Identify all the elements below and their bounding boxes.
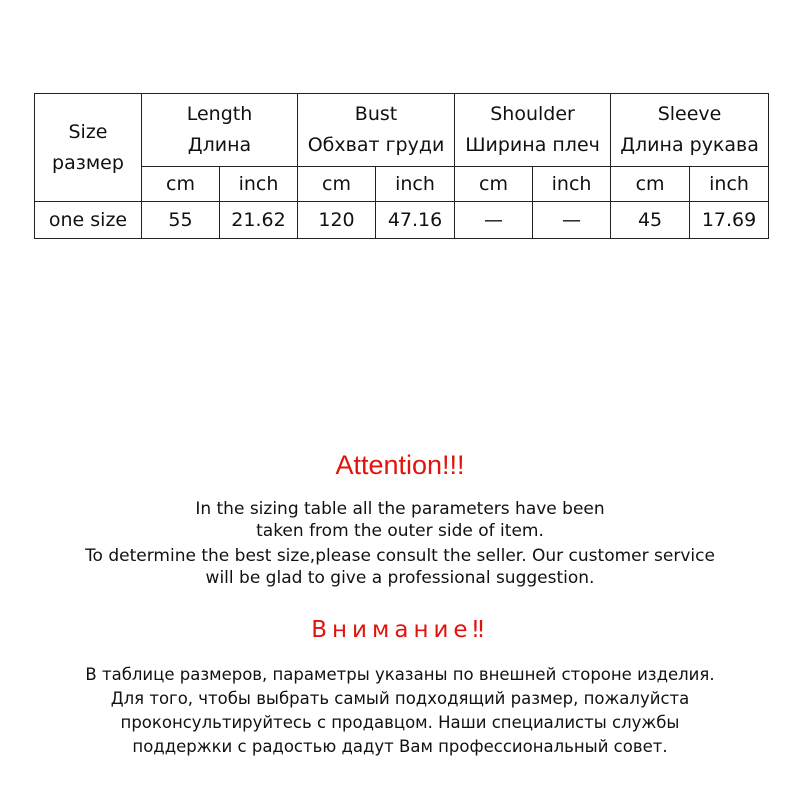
bust-header-ru: Обхват груди	[307, 134, 445, 156]
size-header-en: Size	[68, 120, 108, 143]
length-header-cell	[142, 94, 298, 167]
length-inch-cell: 21.62	[220, 202, 298, 239]
shoulder-cm-cell: —	[455, 202, 533, 239]
bust-header-cell	[298, 94, 455, 167]
notice-en-line: taken from the outer side of item.	[256, 521, 544, 541]
attention-heading-ru: Внимание‼	[311, 617, 489, 643]
length-header-en: Length	[186, 103, 253, 125]
size-value-cell: one size	[35, 202, 142, 239]
size-header-cell	[35, 94, 142, 202]
unit-cell: cm	[298, 167, 376, 202]
attention-heading-en: Attention!!!	[335, 450, 465, 480]
table-row	[35, 202, 769, 239]
notice-ru-paragraph	[0, 663, 800, 759]
notice-en-line: To determine the best size,please consult the seller. Our customer service	[85, 546, 715, 566]
sleeve-header-en: Sleeve	[657, 103, 722, 125]
unit-cell: cm	[611, 167, 690, 202]
length-header-ru: Длина	[187, 134, 252, 156]
shoulder-header-cell	[455, 94, 611, 167]
notice-ru-line: Для того, чтобы выбрать самый подходящий размер, пожалуйста	[110, 689, 690, 708]
unit-cell: cm	[142, 167, 220, 202]
notice-ru-line: проконсультируйтесь с продавцом. Наши специалисты службы	[120, 713, 680, 732]
notice-en-line: In the sizing table all the parameters have been	[195, 499, 605, 519]
sleeve-cm-cell: 45	[611, 202, 690, 239]
length-cm-cell: 55	[142, 202, 220, 239]
unit-cell: inch	[690, 167, 769, 202]
bust-inch-cell: 47.16	[376, 202, 455, 239]
shoulder-header-ru: Ширина плеч	[465, 134, 600, 156]
unit-cell: cm	[455, 167, 533, 202]
sleeve-header-cell	[611, 94, 769, 167]
unit-cell: inch	[376, 167, 455, 202]
notice-en-paragraph-1	[0, 498, 800, 542]
shoulder-header-en: Shoulder	[490, 103, 575, 125]
unit-cell: inch	[220, 167, 298, 202]
table-units-row	[35, 167, 769, 202]
notice-en-paragraph-2	[0, 545, 800, 589]
table-header-row	[35, 94, 769, 167]
notice-ru-line: В таблице размеров, параметры указаны по внешней стороне изделия.	[85, 665, 715, 684]
bust-header-en: Bust	[354, 103, 398, 125]
size-table	[34, 93, 769, 239]
notice-ru-line: поддержки с радостью дадут Вам профессиональный совет.	[132, 737, 668, 756]
size-header-ru: размер	[52, 151, 124, 174]
unit-cell: inch	[533, 167, 611, 202]
shoulder-inch-cell: —	[533, 202, 611, 239]
sleeve-inch-cell: 17.69	[690, 202, 769, 239]
notice-en-line: will be glad to give a professional suggestion.	[205, 568, 595, 588]
bust-cm-cell: 120	[298, 202, 376, 239]
sleeve-header-ru: Длина рукава	[620, 134, 759, 156]
